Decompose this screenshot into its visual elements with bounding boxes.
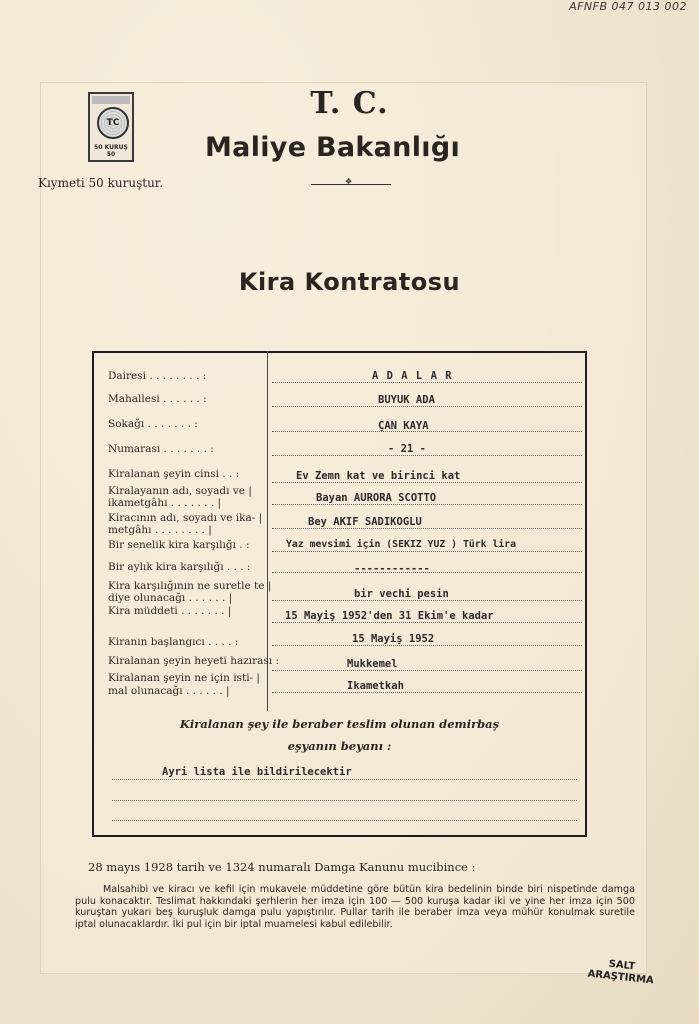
label-kira-muddeti: Kira müddeti . . . . . . . | [108,605,232,617]
archive-code: AFNFB 047 013 002 [569,0,687,13]
field-line [272,572,582,573]
label-senelik-kira: Bir senelik kira karşılığı . : [108,539,250,551]
value-kira-muddeti: 15 Mayiş 1952'den 31 Ekim'e kadar [285,610,494,622]
field-line [272,504,582,505]
field-line [272,528,582,529]
field-line [272,670,582,671]
value-mahallesi: BUYUK ADA [378,394,435,406]
contract-title: Kira Kontratosu [238,268,461,296]
label-aylik-kira: Bir aylık kira karşılığı . . . : [108,561,251,573]
field-line [272,551,582,552]
value-heyeti-hazirasi: Mukkemel [347,658,398,670]
inventory-value: Ayri lista ile bildirilecektir [162,766,352,778]
field-line [272,645,582,646]
label-tediye-2: diye olunacağı . . . . . . | [108,592,233,604]
label-numarasi: Numarası . . . . . . . : [108,443,214,455]
field-line [272,600,582,601]
field-line [272,406,582,407]
label-kiralayan: Kiralayanın adı, soyadı ve | [108,485,252,497]
field-line [272,692,582,693]
value-kiraci: Bey AKIF SADIKOGLU [308,516,422,528]
value-sokagi: ÇAN KAYA [378,420,429,432]
label-heyeti-hazirasi: Kiralanan şeyin heyeti hazırası : [108,655,280,667]
inventory-title [92,713,587,757]
label-istimal-2: mal olunacağı . . . . . . | [108,685,230,697]
label-kiralanan-cinsi: Kiralanan şeyin cinsi . . : [108,468,240,480]
value-istimal: Ikametkah [347,680,404,692]
label-mahallesi: Mahallesi . . . . . . : [108,393,207,405]
field-line [272,482,582,483]
label-dairesi: Dairesi . . . . . . . . : [108,370,207,382]
law-paragraph: Malsahibi ve kiracı ve kefil için mukavele müddetine göre bütün kira bedelinin binde biri nispetinde damga pulu konacaktır. Teslimat hakkındaki şerhlerin her imza için 100 — 500 kuruşa kadar iki ve yine her imza için 500 kuruştan yukarı beş kuruşluk damga pulu yapıştırılır. Pullar tarih ile beraber imza veya mühür konulmak suretile iptal olunacaklardır. İki pul için bir iptal muamelesi kabul edilebilir. [75,884,635,930]
ministry-title: Maliye Bakanlığı [205,132,460,163]
inventory-line [112,779,577,780]
value-dairesi: A D A L A R [372,370,453,382]
title-tc: T. C. [310,86,389,121]
label-kiraci: Kiracının adı, soyadı ve ika- | [108,512,263,524]
value-kiralanan-cinsi: Ev Zemn kat ve birinci kat [296,470,461,482]
ornament-divider [311,184,391,187]
stamp-emblem: TC [97,107,129,139]
field-line [272,431,582,432]
price-note: Kıymeti 50 kuruştur. [38,176,164,190]
label-kiraci-2: metgâhı . . . . . . . . | [108,524,212,536]
salt-mark-line1: SALT [608,958,636,973]
inventory-title-line1: Kiralanan şey ile beraber teslim olunan demirbaş [179,717,500,731]
value-tediye: bir vechi pesin [354,588,449,600]
value-kiralayan: Bayan AURORA SCOTTO [316,492,437,504]
field-line [272,622,582,623]
label-tediye: Kira karşılığının ne suretle te | [108,580,272,592]
value-senelik-kira: Yaz mevsimi için (SEKIZ YUZ ) Türk lira [286,539,517,550]
stamp-value: 50 KURUŞ 50 [94,144,128,158]
inventory-line [112,800,577,801]
inventory-line [112,820,577,821]
value-baslangic: 15 Mayiş 1952 [352,633,435,645]
value-numarasi: - 21 - [388,443,426,455]
label-sokagi: Sokağı . . . . . . . : [108,418,198,430]
salt-mark-line2: ARAŞTIRMA [587,968,655,987]
field-line [272,382,582,383]
label-baslangic: Kiranın başlangıcı . . . . : [108,636,239,648]
value-aylik-kira: ------------ [354,563,430,575]
field-line [272,455,582,456]
law-heading: 28 mayıs 1928 tarih ve 1324 numaralı Damga Kanunu mucibince : [88,860,476,874]
label-istimal: Kiralanan şeyin ne için isti- | [108,672,260,684]
label-kiralayan-2: ikametgâhı . . . . . . . | [108,497,222,509]
inventory-title-line2: eşyanın beyanı : [287,739,392,753]
